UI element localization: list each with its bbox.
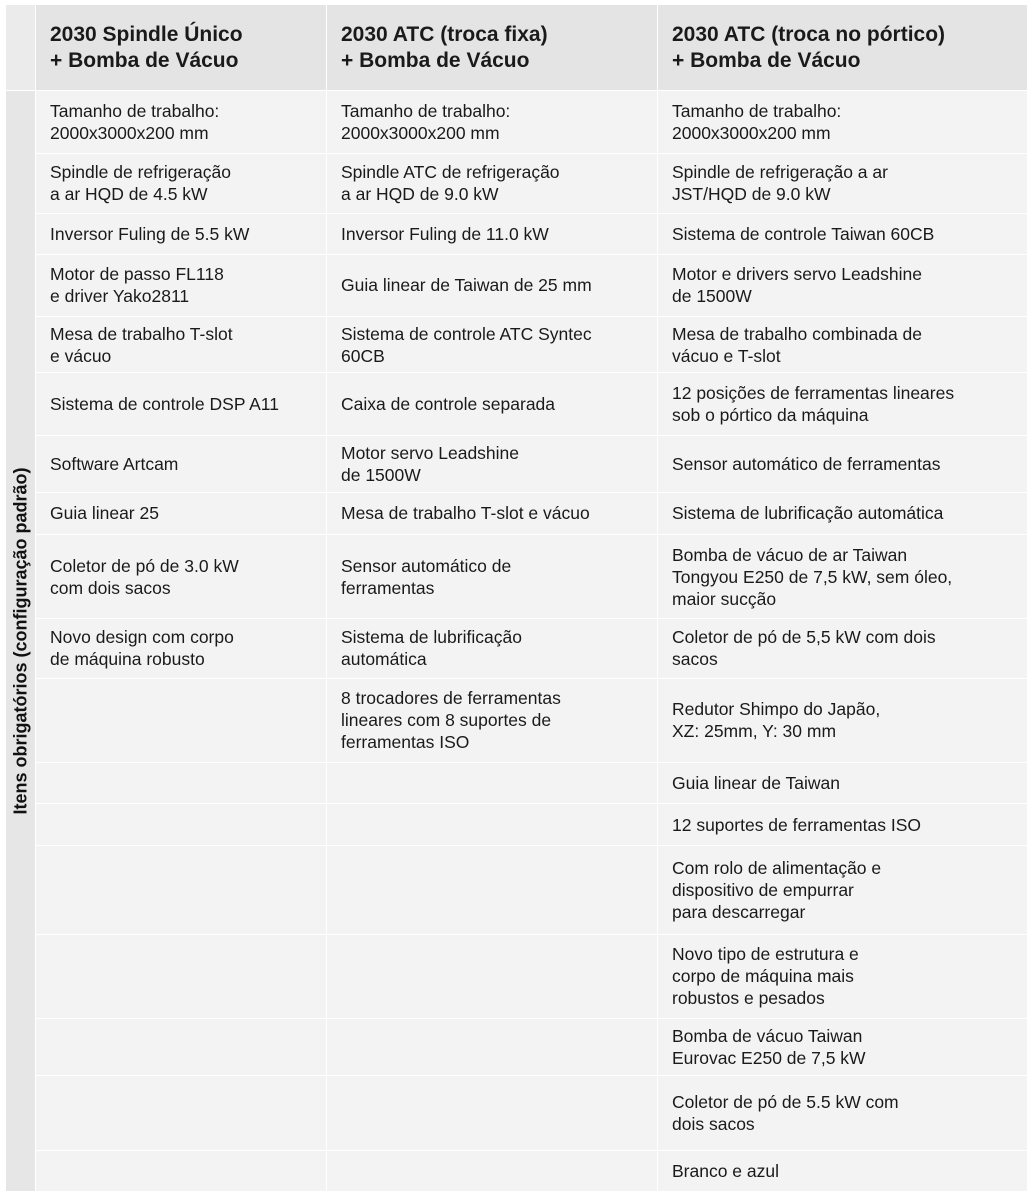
spec-cell: Novo design com corpo de máquina robusto — [36, 619, 327, 678]
spec-cell: Inversor Fuling de 5.5 kW — [36, 213, 327, 254]
spec-cell — [36, 1076, 327, 1150]
spec-cell: 8 trocadores de ferramentas lineares com 8 suportes de ferramentas ISO — [327, 678, 658, 762]
spec-cell — [36, 934, 327, 1018]
spec-cell: 12 suportes de ferramentas ISO — [658, 804, 1028, 846]
spec-cell: Coletor de pó de 5.5 kW com dois sacos — [658, 1076, 1028, 1150]
spec-cell: Software Artcam — [36, 435, 327, 492]
spec-cell — [36, 678, 327, 762]
spec-cell: Novo tipo de estrutura e corpo de máquina mais robustos e pesados — [658, 934, 1028, 1018]
spec-cell: Redutor Shimpo do Japão, XZ: 25mm, Y: 30 mm — [658, 678, 1028, 762]
spec-cell — [327, 804, 658, 846]
table-row — [6, 846, 1028, 934]
spec-cell: 12 posições de ferramentas lineares sob o pórtico da máquina — [658, 373, 1028, 435]
spec-cell: Tamanho de trabalho: 2000x3000x200 mm — [36, 91, 327, 154]
spec-cell: Spindle de refrigeração a ar HQD de 4.5 kW — [36, 154, 327, 213]
spec-cell: Sistema de controle ATC Syntec 60CB — [327, 317, 658, 373]
column-header-spindle-unico — [36, 5, 327, 91]
spec-cell — [327, 846, 658, 934]
table-row — [6, 317, 1028, 373]
spec-cell: Coletor de pó de 5,5 kW com dois sacos — [658, 619, 1028, 678]
column-header-atc-troca-no-portico — [658, 5, 1028, 91]
spec-cell: Guia linear 25 — [36, 492, 327, 534]
spec-cell: Mesa de trabalho combinada de vácuo e T-slot — [658, 317, 1028, 373]
spec-cell: Inversor Fuling de 11.0 kW — [327, 213, 658, 254]
spec-cell: Sensor automático de ferramentas — [327, 534, 658, 618]
spec-cell: Sistema de lubrificação automática — [658, 492, 1028, 534]
spec-cell: Sistema de lubrificação automática — [327, 619, 658, 678]
spec-cell — [36, 1150, 327, 1191]
spec-cell — [36, 804, 327, 846]
table-row — [6, 804, 1028, 846]
table-row — [6, 678, 1028, 762]
spec-cell: Mesa de trabalho T-slot e vácuo — [36, 317, 327, 373]
spec-cell: Caixa de controle separada — [327, 373, 658, 435]
table-row — [6, 435, 1028, 492]
spec-cell — [36, 846, 327, 934]
column-header-line: 2030 Spindle Único — [50, 22, 243, 46]
spec-cell: Sensor automático de ferramentas — [658, 435, 1028, 492]
side-category-cell — [6, 91, 36, 1192]
spec-cell — [36, 1019, 327, 1076]
table-row — [6, 619, 1028, 678]
spec-cell: Bomba de vácuo Taiwan Eurovac E250 de 7,5 kW — [658, 1019, 1028, 1076]
column-header-atc-troca-fixa — [327, 5, 658, 91]
spec-cell: Guia linear de Taiwan de 25 mm — [327, 254, 658, 316]
spec-table-body — [6, 91, 1028, 1192]
table-row — [6, 1076, 1028, 1150]
table-row — [6, 1150, 1028, 1191]
column-header-line: 2030 ATC (troca no pórtico) — [672, 22, 946, 46]
spec-cell: Coletor de pó de 3.0 kW com dois sacos — [36, 534, 327, 618]
spec-cell: Spindle de refrigeração a ar JST/HQD de 9.0 kW — [658, 154, 1028, 213]
column-header-line: + Bomba de Vácuo — [341, 48, 530, 72]
spec-cell: Motor e drivers servo Leadshine de 1500W — [658, 254, 1028, 316]
column-header-line: + Bomba de Vácuo — [50, 48, 239, 72]
spec-cell: Com rolo de alimentação e dispositivo de empurrar para descarregar — [658, 846, 1028, 934]
table-row — [6, 213, 1028, 254]
spec-cell: Sistema de controle DSP A11 — [36, 373, 327, 435]
table-row — [6, 154, 1028, 213]
spec-cell: Spindle ATC de refrigeração a ar HQD de 9.0 kW — [327, 154, 658, 213]
spec-cell: Guia linear de Taiwan — [658, 762, 1028, 803]
column-header-line: + Bomba de Vácuo — [672, 48, 861, 72]
table-row — [6, 534, 1028, 618]
spec-cell: Bomba de vácuo de ar Taiwan Tongyou E250 de 7,5 kW, sem óleo, maior sucção — [658, 534, 1028, 618]
spec-cell — [327, 762, 658, 803]
spec-cell — [327, 1019, 658, 1076]
column-header-line: 2030 ATC (troca fixa) — [341, 22, 548, 46]
side-category-label: Itens obrigatórios (configuração padrão) — [10, 467, 30, 815]
spec-cell: Mesa de trabalho T-slot e vácuo — [327, 492, 658, 534]
table-row — [6, 254, 1028, 316]
spec-cell: Tamanho de trabalho: 2000x3000x200 mm — [658, 91, 1028, 154]
table-row — [6, 492, 1028, 534]
spec-cell — [327, 1150, 658, 1191]
spec-cell — [327, 1076, 658, 1150]
spec-cell: Sistema de controle Taiwan 60CB — [658, 213, 1028, 254]
header-row — [6, 5, 1028, 91]
table-row — [6, 762, 1028, 803]
table-row — [6, 1019, 1028, 1076]
table-row — [6, 373, 1028, 435]
spec-cell: Tamanho de trabalho: 2000x3000x200 mm — [327, 91, 658, 154]
spec-cell: Motor servo Leadshine de 1500W — [327, 435, 658, 492]
table-row — [6, 91, 1028, 154]
table-row — [6, 934, 1028, 1018]
spec-cell: Motor de passo FL118 e driver Yako2811 — [36, 254, 327, 316]
spec-cell — [327, 934, 658, 1018]
spec-table — [5, 4, 1028, 1192]
spec-cell: Branco e azul — [658, 1150, 1028, 1191]
corner-cell — [6, 5, 36, 91]
spec-cell — [36, 762, 327, 803]
